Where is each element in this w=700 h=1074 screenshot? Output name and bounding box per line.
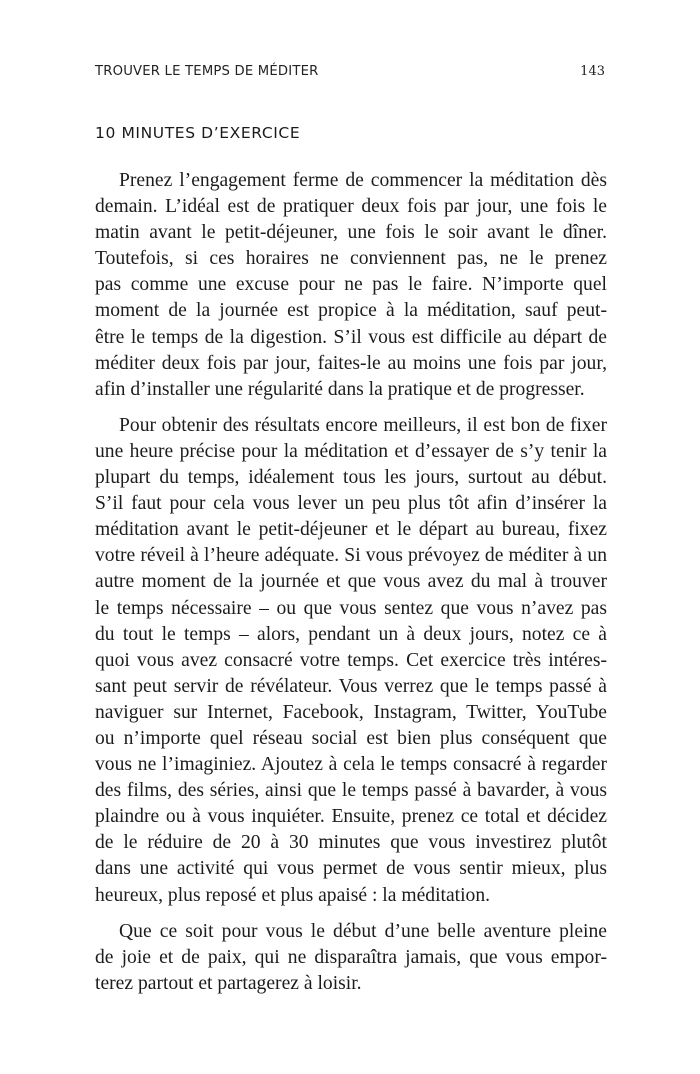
paragraph-1 xyxy=(95,168,607,403)
running-head xyxy=(95,64,605,86)
text-line: demain. L’idéal est de pratiquer deux fois par jour, une fois le xyxy=(95,196,607,218)
text-line: pas comme une excuse pour ne pas le faire. N’importe quel xyxy=(95,274,607,296)
text-line: Toutefois, si ces horaires ne conviennent pas, ne le prenez xyxy=(95,248,607,270)
text-line: quoi vous avez consacré votre temps. Cet exercice très intéres- xyxy=(95,649,607,671)
text-line: afin d’installer une régularité dans la pratique et de progresser. xyxy=(95,378,585,400)
text-line: être le temps de la digestion. S’il vous est difficile au départ de xyxy=(95,326,607,348)
page-number: 143 xyxy=(580,64,605,79)
text-line: sant peut servir de révélateur. Vous verrez que le temps passé à xyxy=(95,675,607,697)
text-line: votre réveil à l’heure adéquate. Si vous prévoyez de méditer à un xyxy=(95,545,607,567)
text-line: Prenez l’engagement ferme de commencer la méditation dès xyxy=(119,170,607,191)
text-line: plaindre ou à vous inquiéter. Ensuite, prenez ce total et décidez xyxy=(95,806,607,828)
text-line: dans une activité qui vous permet de vous sentir mieux, plus xyxy=(95,858,607,880)
text-line: terez partout et partagerez à loisir. xyxy=(95,972,362,994)
paragraph-3 xyxy=(95,919,607,997)
body-text xyxy=(95,168,607,1007)
text-line: moment de la journée est propice à la méditation, sauf peut- xyxy=(95,300,607,322)
text-line: du tout le temps – alors, pendant un à deux jours, notez ce à xyxy=(95,623,607,645)
text-line: plupart du temps, idéalement tous les jours, surtout au début. xyxy=(95,467,607,489)
text-line: ou n’importe quel réseau social est bien plus conséquent que xyxy=(95,727,607,749)
text-line: de joie et de paix, qui ne disparaîtra jamais, que vous empor- xyxy=(95,946,607,968)
text-line: méditation avant le petit-déjeuner et le départ au bureau, fixez xyxy=(95,519,607,541)
text-line: S’il faut pour cela vous lever un peu plus tôt afin d’insérer la xyxy=(95,493,607,515)
section-heading: 10 MINUTES D’EXERCICE xyxy=(95,124,301,142)
text-line: de le réduire de 20 à 30 minutes que vous investirez plutôt xyxy=(95,832,607,854)
text-line: des films, des séries, ainsi que le temps passé à bavarder, à vous xyxy=(95,780,607,802)
text-line: vous ne l’imaginiez. Ajoutez à cela le temps consacré à regarder xyxy=(95,754,607,776)
text-line: naviguer sur Internet, Facebook, Instagram, Twitter, YouTube xyxy=(95,701,607,723)
text-line: méditer deux fois par jour, faites-le au moins une fois par jour, xyxy=(95,352,607,374)
text-line: Pour obtenir des résultats encore meilleurs, il est bon de fixer xyxy=(119,414,607,436)
text-line: autre moment de la journée et que vous avez du mal à trouver xyxy=(95,571,607,593)
text-line: une heure précise pour la méditation et d’essayer de s’y tenir la xyxy=(95,440,607,462)
text-line: matin avant le petit-déjeuner, une fois le soir avant le dîner. xyxy=(95,222,607,244)
text-line: Que ce soit pour vous le début d’une belle aventure pleine xyxy=(119,920,607,942)
text-line: le temps nécessaire – ou que vous sentez que vous n’avez pas xyxy=(95,597,607,619)
running-title: TROUVER LE TEMPS DE MÉDITER xyxy=(95,64,319,79)
text-line: heureux, plus reposé et plus apaisé : la méditation. xyxy=(95,884,491,906)
paragraph-2 xyxy=(95,413,607,909)
